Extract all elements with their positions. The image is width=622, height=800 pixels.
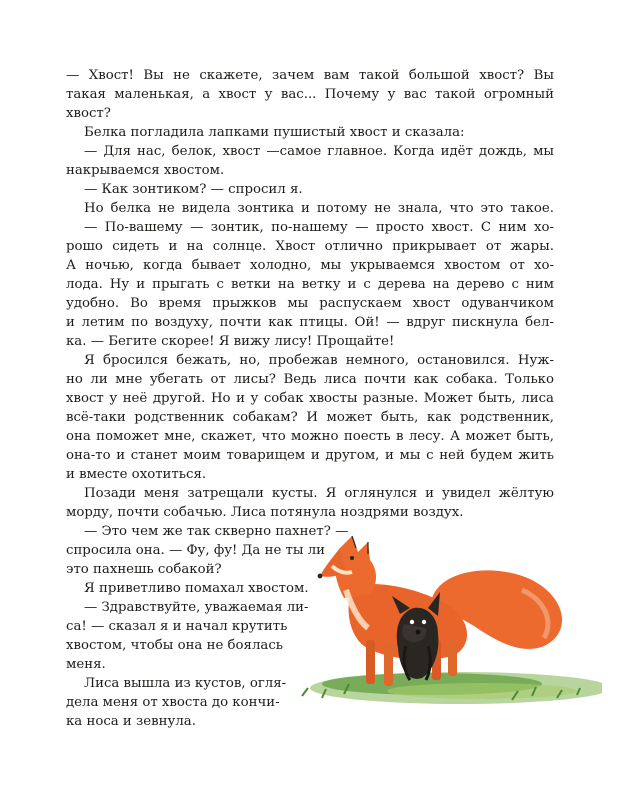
text-line: — Здравствуйте, уважаемая ли- [84,600,309,615]
fox-and-dog-illustration [282,528,602,708]
text-line: — Как зонтиком? — спросил я. [84,182,303,197]
text-line: это пахнешь собакой? [66,562,222,577]
text-line: такая маленькая, а хвост у вас... Почему у вас такой огромный [66,87,554,102]
text-line: Белка погладила лапками пушистый хвост и сказала: [84,125,465,140]
text-line: А ночью, когда бывает холодно, мы укрываемся хвостом от хо- [66,258,554,273]
text-line: накрываемся хвостом. [66,163,225,178]
text-line: спросила она. — Фу, фу! Да не ты ли [66,543,326,558]
text-line: лода. Ну и прыгать с ветки на ветку и с дерева на дерево с ним [66,277,554,292]
text-line: хвостом, чтобы она не боялась [66,638,284,653]
text-line: ка. — Бегите скорее! Я вижу лису! Прощайте! [66,334,395,349]
text-line: Лиса вышла из кустов, огля- [84,676,287,691]
text-line: морду, почти собачью. Лиса потянула ноздрями воздух. [66,505,464,520]
text-line: Я бросился бежать, но, пробежав немного, остановился. Нуж- [84,353,554,368]
text-line: она поможет мне, скажет, что можно поесть в лесу. А может быть, [66,429,554,444]
text-line: — Хвост! Вы не скажете, зачем вам такой большой хвост? Вы [66,68,554,83]
text-line: Но белка не видела зонтика и потому не знала, что это такое. [84,201,554,216]
text-line: рошо сидеть и на солнце. Хвост отлично прикрывает от жары. [66,239,554,254]
text-line: удобно. Во время прыжков мы распускаем хвост одуванчиком [66,296,554,311]
text-line: Позади меня затрещали кусты. Я оглянулся и увидел жёлтую [84,486,554,501]
text-line: ка носа и зевнула. [66,714,196,729]
text-line: дела меня от хвоста до кончи- [66,695,280,710]
text-line: и летим по воздуху, почти как птицы. Ой! — вдруг пискнула бел- [66,315,554,330]
grass-patch [302,672,602,704]
text-line: — Это чем же так скверно пахнет? — [84,524,349,539]
text-line: меня. [66,657,106,672]
text-line: са! — сказал я и начал крутить [66,619,288,634]
text-line: всё-таки родственник собакам? И может быть, как родственник, [66,410,554,425]
text-line: и вместе охотиться. [66,467,207,482]
text-line: хвост у неё другой. Но и у собак хвосты разные. Может быть, лиса [66,391,554,406]
text-line: Я приветливо помахал хвостом. [84,581,309,596]
text-line: — По-вашему — зонтик, по-нашему — просто хвост. С ним хо- [84,220,554,235]
text-line: хвост? [66,106,111,121]
text-line: она-то и станет моим товарищем и другом, и мы с ней будем жить [66,448,554,463]
text-line: но ли мне убегать от лисы? Ведь лиса почти как собака. Только [66,372,554,387]
text-line: — Для нас, белок, хвост —самое главное. Когда идёт дождь, мы [84,144,554,159]
